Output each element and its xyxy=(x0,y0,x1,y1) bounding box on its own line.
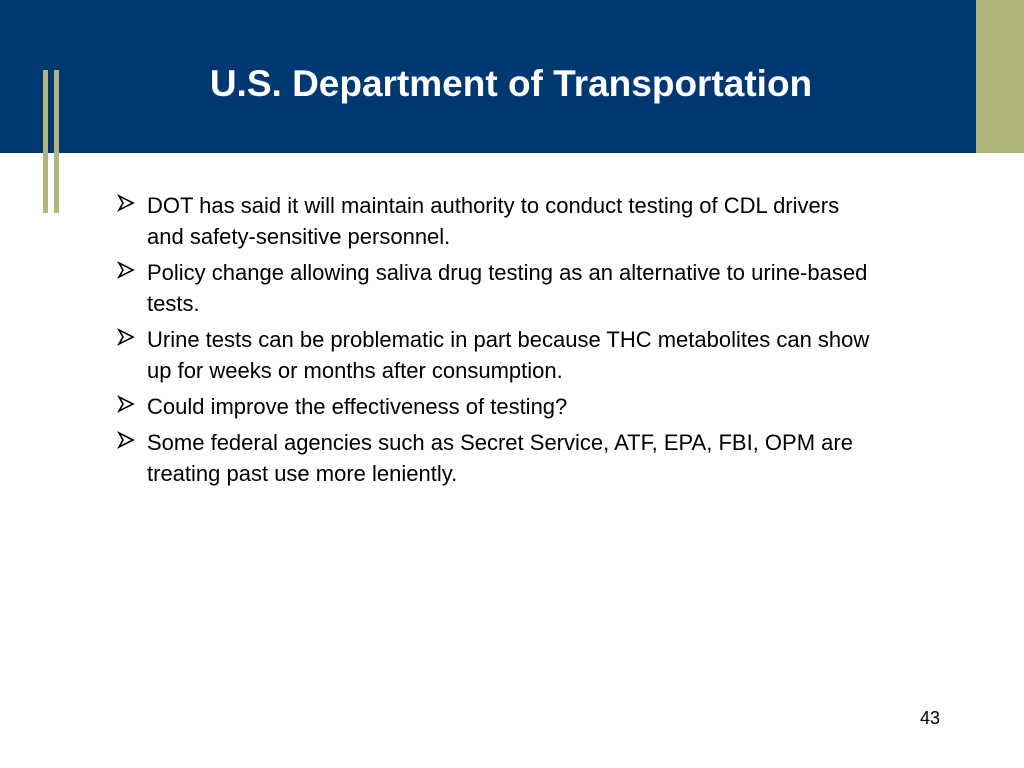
arrowhead-bullet-icon xyxy=(117,395,135,413)
arrowhead-bullet-icon xyxy=(117,194,135,212)
bullet-text: Some federal agencies such as Secret Service, ATF, EPA, FBI, OPM are treating past use more leniently. xyxy=(147,430,853,486)
slide-title: U.S. Department of Transportation xyxy=(209,63,813,104)
page-number: 43 xyxy=(919,708,940,728)
arrowhead-bullet-icon xyxy=(117,431,135,449)
bullet-item xyxy=(117,427,877,489)
arrowhead-bullet-icon xyxy=(117,328,135,346)
bullet-text: Policy change allowing saliva drug testing as an alternative to urine-based tests. xyxy=(147,260,868,316)
bullet-item xyxy=(117,257,877,319)
bullet-item xyxy=(117,190,877,252)
bullet-item xyxy=(117,391,877,422)
bullet-text: Could improve the effectiveness of testing? xyxy=(147,394,568,419)
bullet-text: Urine tests can be problematic in part because THC metabolites can show up for weeks or months after consumption. xyxy=(147,327,870,383)
arrowhead-bullet-icon xyxy=(117,261,135,279)
bullet-list xyxy=(117,190,877,494)
bullet-text: DOT has said it will maintain authority to conduct testing of CDL drivers and safety-sensitive personnel. xyxy=(147,193,840,249)
bullet-item xyxy=(117,324,877,386)
